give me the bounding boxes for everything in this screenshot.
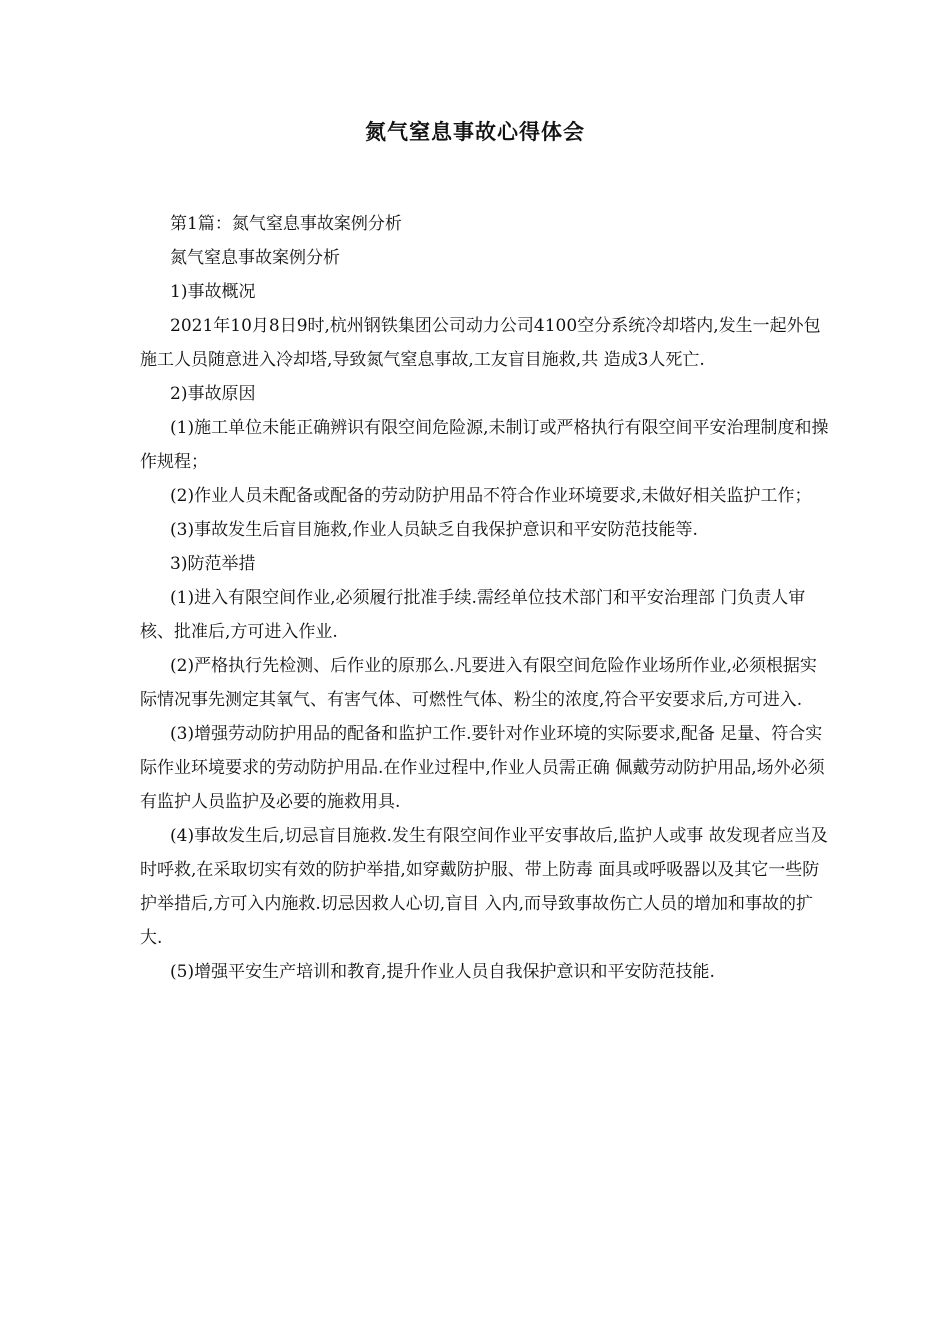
paragraph-measure-2: (2)严格执行先检测、后作业的原那么.凡要进入有限空间危险作业场所作业,必须根据实际情况事先测定其氧气、有害气体、可燃性气体、粉尘的浓度,符合平安要求后,方可进入. — [140, 656, 817, 710]
paragraph-overview: 2021年10月8日9时,杭州钢铁集团公司动力公司4100空分系统冷却塔内,发生一起外包施工人员随意进入冷却塔,导致氮气窒息事故,工友盲目施救,共 造成3人死亡. — [140, 316, 821, 370]
paragraph-cause-1: (1)施工单位未能正确辨识有限空间危险源,未制订或严格执行有限空间平安治理制度和操作规程； — [140, 418, 829, 472]
paragraph-section-1: 1)事故概况 — [170, 282, 256, 302]
document-title: 氮气窒息事故心得体会 — [365, 120, 585, 144]
paragraph-measure-3: (3)增强劳动防护用品的配备和监护工作.要针对作业环境的实际要求,配备 足量、符合实际作业环境要求的劳动防护用品.在作业过程中,作业人员需正确 佩戴劳动防护用品,场外必须有监护人员监护及必要的施救用具. — [140, 724, 825, 812]
paragraph-cause-2: (2)作业人员未配备或配备的劳动防护用品不符合作业环境要求,未做好相关监护工作； — [170, 486, 812, 506]
paragraph-part-heading: 第1篇：氮气窒息事故案例分析 — [170, 214, 402, 234]
paragraph-measure-1: (1)进入有限空间作业,必须履行批准手续.需经单位技术部门和平安治理部 门负责人审核、批准后,方可进入作业. — [140, 588, 806, 642]
paragraph-section-2: 2)事故原因 — [170, 384, 256, 404]
paragraph-measure-5: (5)增强平安生产培训和教育,提升作业人员自我保护意识和平安防范技能. — [170, 962, 715, 982]
document-body — [140, 207, 830, 989]
paragraph-cause-3: (3)事故发生后盲目施救,作业人员缺乏自我保护意识和平安防范技能等. — [170, 520, 698, 540]
paragraph-section-3: 3)防范举措 — [170, 554, 256, 574]
paragraph-measure-4: (4)事故发生后,切忌盲目施救.发生有限空间作业平安事故后,监护人或事 故发现者应当及时呼救,在采取切实有效的防护举措,如穿戴防护服、带上防毒 面具或呼吸器以及其它一些防护举措后,方可入内施救.切忌因救人心切,盲目 入内,而导致事故伤亡人员的增加和事故的扩大. — [140, 826, 828, 948]
paragraph-case-title: 氮气窒息事故案例分析 — [170, 248, 340, 268]
